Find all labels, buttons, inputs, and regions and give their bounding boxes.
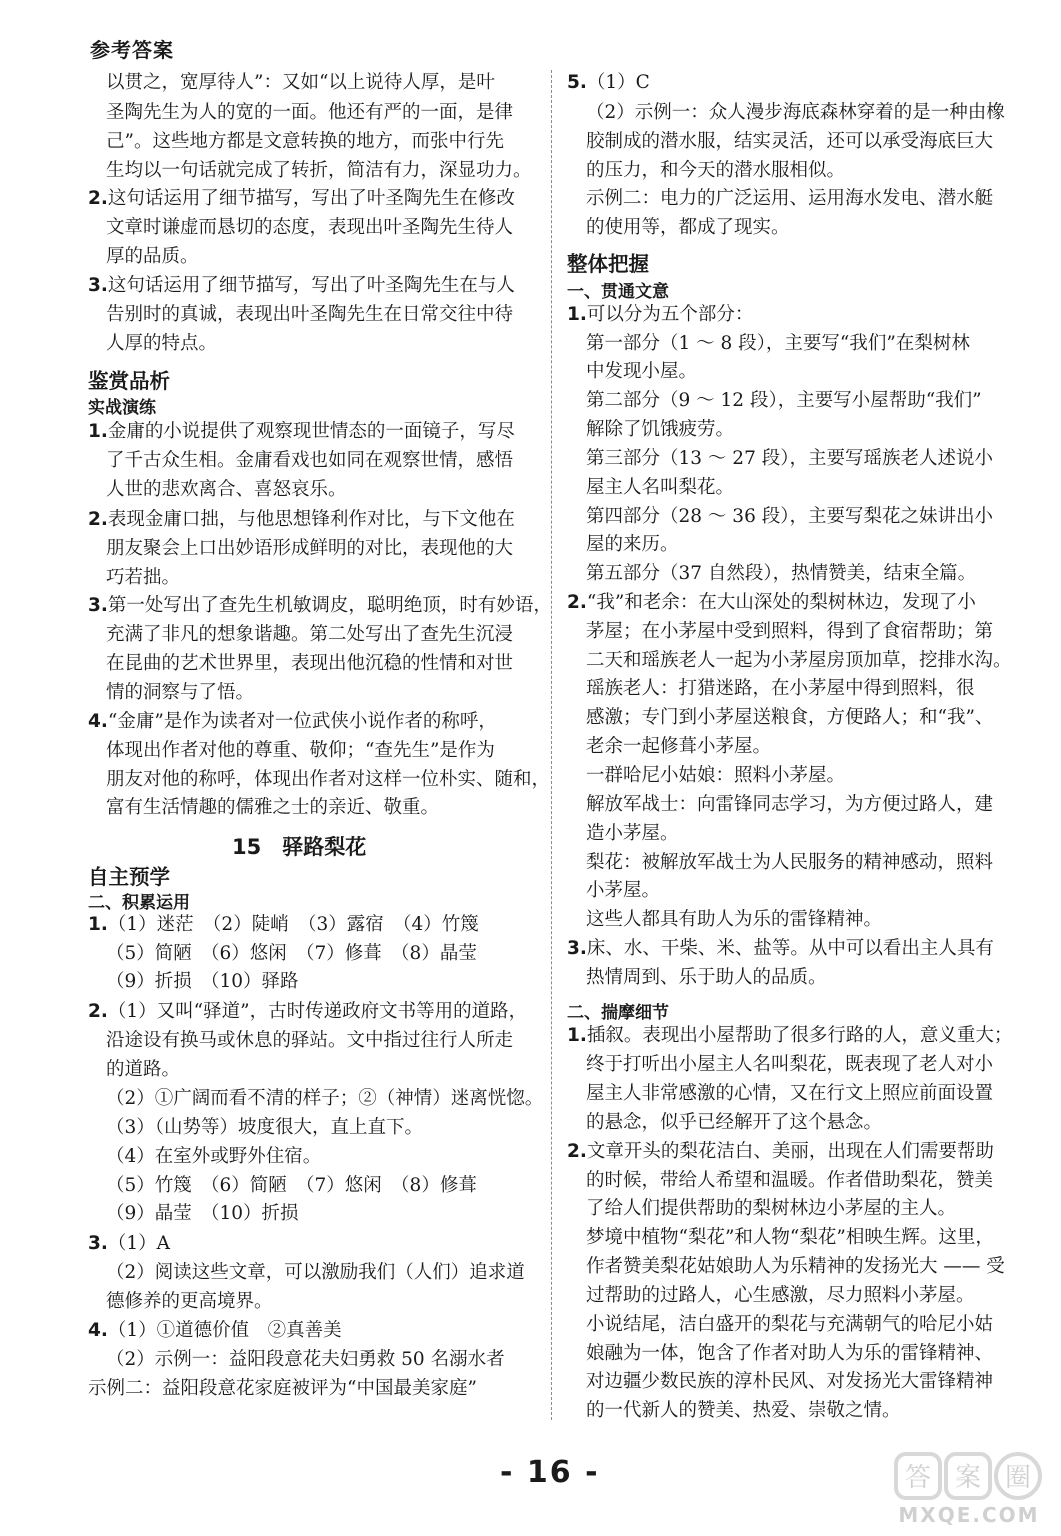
line-text: 实战演练 bbox=[88, 398, 156, 418]
text-line bbox=[586, 882, 660, 901]
text-line bbox=[106, 219, 513, 238]
line-text: 的道路。 bbox=[106, 1059, 181, 1080]
text-line bbox=[106, 104, 513, 123]
line-text: 第二部分（9 ～ 12 段），主要写小屋帮助“我们” bbox=[586, 390, 982, 411]
text-line bbox=[106, 452, 513, 471]
line-text: 这句话运用了细节描写，写出了叶圣陶先生在修改 bbox=[107, 188, 515, 209]
line-text: 的使用等，都成了现实。 bbox=[586, 217, 790, 238]
text-line bbox=[106, 1061, 180, 1080]
lesson-title bbox=[232, 831, 366, 861]
item-number: 3. bbox=[567, 938, 587, 959]
text-line bbox=[106, 1293, 273, 1312]
text-line bbox=[586, 1114, 882, 1133]
line-text: 体现出作者对他的尊重、敬仰；“查先生”是作为 bbox=[106, 740, 495, 761]
text-line bbox=[88, 190, 515, 209]
text-line bbox=[586, 104, 1005, 123]
text-line bbox=[586, 450, 993, 469]
line-text: 文章开头的梨花洁白、美丽，出现在人们需要帮助 bbox=[586, 1141, 994, 1162]
text-line bbox=[106, 335, 217, 354]
line-text: 感激；专门到小茅屋送粮食，方便路人；和“我”、 bbox=[586, 707, 994, 728]
line-text: 过帮助的过路人，心生感激，尽力照料小茅屋。 bbox=[586, 1285, 975, 1306]
line-text: 了千古众生相。金庸看戏也如同在观察世情，感悟 bbox=[106, 450, 514, 471]
text-line bbox=[586, 1172, 993, 1191]
text-line bbox=[106, 1351, 505, 1370]
line-text: 沿途设有换马或休息的驿站。文中指过往行人所走 bbox=[106, 1030, 514, 1051]
line-text: 巧若拙。 bbox=[106, 567, 181, 588]
text-line bbox=[586, 911, 882, 930]
item-number: 1. bbox=[88, 914, 108, 935]
text-line bbox=[106, 771, 550, 790]
svg-text:圈: 圈 bbox=[1004, 1463, 1032, 1493]
text-line bbox=[586, 796, 993, 815]
subsection-heading bbox=[88, 888, 190, 913]
text-line bbox=[586, 162, 845, 181]
line-text: 充满了非凡的想象谐趣。第二处写出了查先生沉浸 bbox=[106, 624, 514, 645]
line-text: 圣陶先生为人的宽的一面。他还有严的一面，是律 bbox=[106, 102, 514, 123]
line-text: “金庸”是作为读者对一位武侠小说作者的称呼， bbox=[107, 711, 497, 732]
line-text: 鉴赏品析 bbox=[88, 369, 170, 393]
line-text: （3）（山势等）坡度很大，直上直下。 bbox=[106, 1117, 424, 1138]
text-line bbox=[88, 597, 552, 616]
line-text: 床、水、干柴、米、盐等。从中可以看出主人具有 bbox=[586, 938, 994, 959]
text-line bbox=[586, 392, 982, 411]
line-text: 这些人都具有助人为乐的雷锋精神。 bbox=[586, 909, 883, 930]
text-line bbox=[106, 1264, 525, 1283]
item-number: 3. bbox=[88, 1233, 108, 1254]
text-line bbox=[586, 709, 993, 728]
text-line bbox=[586, 680, 975, 699]
item-number: 2. bbox=[88, 509, 108, 530]
text-line bbox=[88, 713, 497, 732]
line-text: 瑶族老人：打猎迷路，在小茅屋中得到照料，很 bbox=[586, 678, 975, 699]
line-text: 可以分为五个部分： bbox=[586, 304, 754, 325]
line-text: 作者赞美梨花姑娘助人为乐精神的发扬光大 —— 受 bbox=[586, 1256, 1005, 1277]
line-text: 这句话运用了细节描写，写出了叶圣陶先生在与人 bbox=[107, 275, 515, 296]
text-line bbox=[586, 363, 697, 382]
item-number: 5. bbox=[567, 72, 587, 93]
item-number: 2. bbox=[88, 1001, 108, 1022]
line-text: 解放军战士：向雷锋同志学习，为方便过路人，建 bbox=[586, 794, 994, 815]
text-line bbox=[106, 306, 513, 325]
line-text: （2）阅读这些文章，可以激励我们（人们）追求道 bbox=[106, 1262, 525, 1283]
line-text: （2）示例一：众人漫步海底森林穿着的是一种由橡 bbox=[586, 102, 1005, 123]
line-text: 整体把握 bbox=[567, 252, 649, 276]
line-text: 老余一起修葺小茅屋。 bbox=[586, 736, 772, 757]
text-line bbox=[106, 481, 347, 500]
svg-text:案: 案 bbox=[954, 1463, 982, 1493]
subsection-heading bbox=[567, 998, 669, 1023]
line-text: 屋主人名叫梨花。 bbox=[586, 477, 735, 498]
item-number: 2. bbox=[567, 1141, 587, 1162]
line-text: 表现金庸口拙，与他思想锋利作对比，与下文他在 bbox=[107, 509, 515, 530]
page-number: - 16 - bbox=[500, 1455, 600, 1490]
line-text: 梨花：被解放军战士为人民服务的精神感动，照料 bbox=[586, 852, 994, 873]
line-text: （2）①广阔而看不清的样子；②（神情）迷离恍惚。 bbox=[106, 1088, 544, 1109]
text-line bbox=[88, 423, 515, 442]
text-line bbox=[88, 277, 515, 296]
text-line bbox=[586, 421, 734, 440]
text-line bbox=[106, 684, 254, 703]
line-text: 文章时谦虚而恳切的态度，表现出叶圣陶先生待人 bbox=[106, 217, 514, 238]
text-line bbox=[106, 973, 299, 992]
line-text: （9）折损 （10）驿路 bbox=[106, 971, 299, 992]
item-number: 3. bbox=[88, 595, 108, 616]
line-text: 中发现小屋。 bbox=[586, 361, 698, 382]
line-text: 15 驿路梨花 bbox=[232, 835, 367, 859]
line-text: 德修养的更高境界。 bbox=[106, 1291, 273, 1312]
text-line bbox=[586, 1258, 1005, 1277]
text-line bbox=[567, 74, 650, 93]
line-text: 一群哈尼小姑娘：照料小茅屋。 bbox=[586, 765, 846, 786]
text-line bbox=[586, 565, 976, 584]
text-line bbox=[586, 190, 993, 209]
text-line bbox=[586, 1085, 993, 1104]
line-text: 示例二：电力的广泛运用、运用海水发电、潜水艇 bbox=[586, 188, 994, 209]
section-heading bbox=[88, 364, 170, 394]
text-line bbox=[106, 74, 495, 93]
subsection-heading bbox=[88, 393, 156, 418]
line-text: 在昆曲的艺术世界里，表现出他沉稳的性情和对世 bbox=[106, 653, 514, 674]
svg-text:MXQE.COM: MXQE.COM bbox=[898, 1503, 1040, 1527]
text-line bbox=[106, 945, 477, 964]
item-number: 1. bbox=[567, 304, 587, 325]
line-text: 一、贯通文意 bbox=[567, 282, 669, 302]
line-text: 朋友对他的称呼，体现出作者对这样一位朴实、随和， bbox=[106, 769, 551, 790]
line-text: （1）又叫“驿道”，古时传递政府文书等用的道路， bbox=[107, 1001, 528, 1022]
subsection-heading bbox=[567, 277, 669, 302]
line-text: 小茅屋。 bbox=[586, 880, 661, 901]
line-text: 厚的品质。 bbox=[106, 246, 199, 267]
line-text: 二天和瑶族老人一起为小茅屋房顶加草，挖排水沟。 bbox=[586, 650, 1012, 671]
text-line bbox=[106, 1177, 477, 1196]
text-line bbox=[567, 594, 976, 613]
line-text: 二、积累运用 bbox=[88, 893, 190, 913]
watermark-logo bbox=[894, 1448, 1044, 1528]
line-text: 二、揣摩细节 bbox=[567, 1003, 669, 1023]
text-line bbox=[106, 1148, 321, 1167]
watermark-icon bbox=[894, 1448, 1044, 1528]
text-line bbox=[586, 1373, 993, 1392]
line-text: 热情周到、乐于助人的品质。 bbox=[586, 967, 827, 988]
line-text: 的压力，和今天的潜水服相似。 bbox=[586, 160, 846, 181]
line-text: 生均以一句话就完成了转折，简洁有力，深显功力。 bbox=[106, 160, 532, 181]
line-text: （4）在室外或野外住宿。 bbox=[106, 1146, 322, 1167]
line-text: 人厚的特点。 bbox=[106, 333, 218, 354]
line-text: （1）迷茫 （2）陡峭 （3）露宿 （4）竹篾 bbox=[107, 914, 479, 935]
text-line bbox=[586, 1056, 993, 1075]
text-line bbox=[106, 1090, 543, 1109]
line-text: 富有生活情趣的儒雅之士的亲近、敬重。 bbox=[106, 797, 440, 818]
line-text: （5）竹篾 （6）简陋 （7）悠闲 （8）修葺 bbox=[106, 1175, 477, 1196]
text-line bbox=[586, 1402, 901, 1421]
text-line bbox=[106, 655, 513, 674]
item-number: 4. bbox=[88, 711, 108, 732]
line-text: 屋的来历。 bbox=[586, 534, 679, 555]
line-text: 告别时的真诚，表现出叶圣陶先生在日常交往中待 bbox=[106, 304, 514, 325]
text-line bbox=[88, 511, 515, 530]
text-line bbox=[586, 1200, 956, 1219]
text-line bbox=[586, 825, 679, 844]
line-text: 示例二：益阳段意花家庭被评为“中国最美家庭” bbox=[88, 1378, 477, 1399]
section-heading bbox=[88, 860, 170, 890]
text-line bbox=[106, 1119, 423, 1138]
text-line bbox=[106, 1032, 513, 1051]
line-text: 小说结尾，洁白盛开的梨花与充满朝气的哈尼小姑 bbox=[586, 1314, 994, 1335]
line-text: 第一处写出了查先生机敏调皮，聪明绝顶，时有妙语， bbox=[107, 595, 552, 616]
line-text: 解除了饥饿疲劳。 bbox=[586, 419, 735, 440]
item-number: 3. bbox=[88, 275, 108, 296]
section-heading bbox=[567, 247, 649, 277]
line-text: 的悬念，似乎已经解开了这个悬念。 bbox=[586, 1112, 883, 1133]
text-line bbox=[586, 1316, 993, 1335]
column-divider bbox=[551, 70, 552, 1420]
text-line bbox=[586, 969, 827, 988]
page-header: 参考答案 bbox=[90, 38, 174, 62]
text-line bbox=[586, 738, 771, 757]
text-line bbox=[586, 133, 993, 152]
text-line bbox=[567, 1027, 1012, 1046]
item-number: 2. bbox=[88, 188, 108, 209]
line-text: 屋主人非常感激的心情，又在行文上照应前面设置 bbox=[586, 1083, 994, 1104]
item-number: 1. bbox=[567, 1025, 587, 1046]
item-number: 4. bbox=[88, 1320, 108, 1341]
line-text: “我”和老余：在大山深处的梨树林边，发现了小 bbox=[586, 592, 976, 613]
line-text: 自主预学 bbox=[88, 865, 170, 889]
line-text: 第三部分（13 ～ 27 段），主要写瑶族老人述说小 bbox=[586, 448, 993, 469]
text-line bbox=[106, 626, 513, 645]
line-text: 人世的悲欢离合、喜怒哀乐。 bbox=[106, 479, 347, 500]
text-line bbox=[567, 306, 753, 325]
text-line bbox=[88, 916, 479, 935]
text-line bbox=[586, 1287, 975, 1306]
line-text: （5）简陋 （6）悠闲 （7）修葺 （8）晶莹 bbox=[106, 943, 477, 964]
text-line bbox=[106, 162, 532, 181]
line-text: 以贯之，宽厚待人”：又如“以上说待人厚，是叶 bbox=[106, 72, 495, 93]
text-line bbox=[567, 1143, 994, 1162]
text-line bbox=[106, 540, 513, 559]
line-text: 造小茅屋。 bbox=[586, 823, 679, 844]
line-text: 插叙。表现出小屋帮助了很多行路的人，意义重大； bbox=[586, 1025, 1013, 1046]
line-text: 第四部分（28 ～ 36 段），主要写梨花之妹讲出小 bbox=[586, 506, 993, 527]
text-line bbox=[586, 1229, 994, 1248]
line-text: 金庸的小说提供了观察现世情态的一面镜子，写尽 bbox=[107, 421, 515, 442]
text-line bbox=[106, 248, 199, 267]
line-text: （1）A bbox=[107, 1233, 171, 1254]
line-text: 的一代新人的赞美、热爱、崇敬之情。 bbox=[586, 1400, 901, 1421]
text-line bbox=[88, 1322, 342, 1341]
text-line bbox=[586, 508, 993, 527]
line-text: 娘融为一体，饱含了作者对助人为乐的雷锋精神、 bbox=[586, 1343, 994, 1364]
line-text: 梦境中植物“梨花”和人物“梨花”相映生辉。这里， bbox=[586, 1227, 994, 1248]
text-line bbox=[586, 652, 1012, 671]
line-text: 了给人们提供帮助的梨树林边小茅屋的主人。 bbox=[586, 1198, 957, 1219]
text-line bbox=[586, 479, 734, 498]
line-text: （1）①道德价值 ②真善美 bbox=[107, 1320, 342, 1341]
line-text: 茅屋；在小茅屋中受到照料，得到了食宿帮助；第 bbox=[586, 621, 994, 642]
svg-text:答: 答 bbox=[904, 1463, 932, 1493]
line-text: （9）晶莹 （10）折损 bbox=[106, 1203, 299, 1224]
line-text: 终于打听出小屋主人名叫梨花，既表现了老人对小 bbox=[586, 1054, 994, 1075]
text-line bbox=[586, 536, 679, 555]
text-line bbox=[88, 1380, 477, 1399]
text-line bbox=[586, 623, 993, 642]
item-number: 1. bbox=[88, 421, 108, 442]
text-line bbox=[106, 799, 439, 818]
text-line bbox=[106, 569, 180, 588]
text-line bbox=[586, 854, 993, 873]
text-line bbox=[586, 335, 970, 354]
line-text: 情的洞察与了悟。 bbox=[106, 682, 255, 703]
text-line bbox=[106, 1205, 299, 1224]
line-text: （1）C bbox=[586, 72, 650, 93]
text-line bbox=[567, 940, 994, 959]
text-line bbox=[586, 767, 845, 786]
text-line bbox=[106, 742, 495, 761]
line-text: 朋友聚会上口出妙语形成鲜明的对比，表现他的大 bbox=[106, 538, 514, 559]
line-text: 第一部分（1 ～ 8 段），主要写“我们”在梨树林 bbox=[586, 333, 970, 354]
line-text: 己”。这些地方都是文意转换的地方，而张中行先 bbox=[106, 131, 504, 152]
text-line bbox=[586, 219, 790, 238]
text-line bbox=[88, 1235, 170, 1254]
line-text: 胶制成的潜水服，结实灵活，还可以承受海底巨大 bbox=[586, 131, 994, 152]
line-text: 对边疆少数民族的淳朴民风、对发扬光大雷锋精神 bbox=[586, 1371, 994, 1392]
text-line bbox=[586, 1345, 993, 1364]
line-text: （2）示例一：益阳段意花夫妇勇救 50 名溺水者 bbox=[106, 1349, 505, 1370]
line-text: 的时候，带给人希望和温暖。作者借助梨花，赞美 bbox=[586, 1170, 994, 1191]
text-line bbox=[88, 1003, 527, 1022]
line-text: 第五部分（37 自然段），热情赞美，结束全篇。 bbox=[586, 563, 977, 584]
text-line bbox=[106, 133, 504, 152]
item-number: 2. bbox=[567, 592, 587, 613]
